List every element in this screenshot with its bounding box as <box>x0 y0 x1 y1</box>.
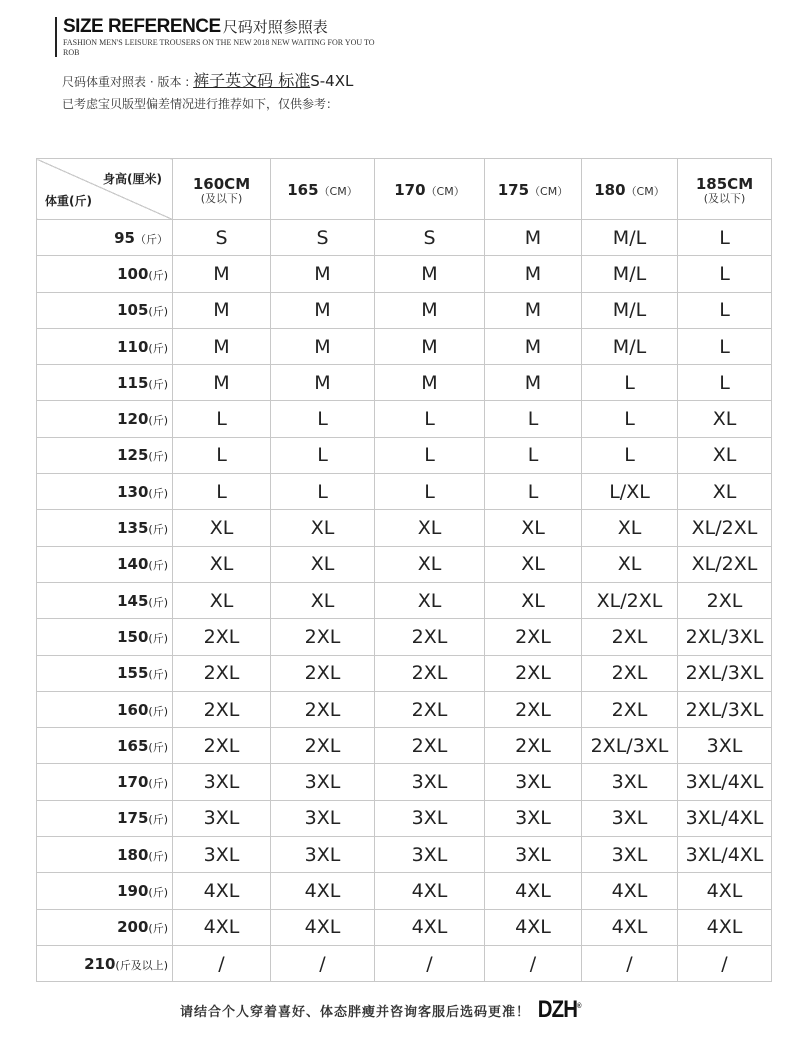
recommend-note: 已考虑宝贝版型偏差情况进行推荐如下，仅供参考： <box>62 97 339 111</box>
weight-unit: (斤) <box>148 777 168 791</box>
size-cell: 4XL <box>375 909 485 945</box>
weight-cell <box>37 510 173 546</box>
size-cell: 4XL <box>375 873 485 909</box>
size-cell: 3XL <box>173 837 271 873</box>
size-cell: M <box>173 365 271 401</box>
size-cell: 2XL <box>678 582 772 618</box>
weight-value: 120 <box>117 410 149 429</box>
column-height: 185CM <box>695 174 754 193</box>
size-cell: XL <box>375 510 485 546</box>
table-row <box>37 800 772 836</box>
weight-unit: (斤) <box>148 631 168 645</box>
size-cell: M/L <box>582 292 678 328</box>
size-cell: 3XL <box>271 764 375 800</box>
weight-unit: (斤) <box>148 595 168 609</box>
size-cell: 2XL <box>271 655 375 691</box>
weight-cell <box>37 619 173 655</box>
size-cell: M <box>173 292 271 328</box>
weight-unit: (斤) <box>148 377 168 391</box>
table-row <box>37 437 772 473</box>
size-cell: S <box>173 220 271 256</box>
column-unit: （CM） <box>318 184 358 198</box>
size-cell: 2XL <box>173 619 271 655</box>
table-row <box>37 328 772 364</box>
table-row <box>37 256 772 292</box>
table-row <box>37 655 772 691</box>
weight-value: 100 <box>117 264 149 283</box>
size-cell: 3XL <box>582 764 678 800</box>
size-cell: XL <box>173 546 271 582</box>
table-row <box>37 401 772 437</box>
size-cell: L <box>678 292 772 328</box>
title-chinese: 尺码对照参照表 <box>222 18 328 36</box>
size-cell: XL <box>375 546 485 582</box>
column-unit: （CM） <box>425 184 465 198</box>
size-cell: M <box>485 292 582 328</box>
table-row <box>37 510 772 546</box>
weight-cell <box>37 655 173 691</box>
size-cell: XL <box>271 546 375 582</box>
size-cell: 3XL/4XL <box>678 837 772 873</box>
size-cell: L <box>271 437 375 473</box>
title-accent-bar <box>55 17 57 57</box>
size-cell: 2XL <box>271 728 375 764</box>
size-cell: 4XL <box>173 873 271 909</box>
table-body <box>37 220 772 982</box>
size-cell: 2XL <box>485 691 582 727</box>
size-cell: M <box>173 328 271 364</box>
table-row <box>37 292 772 328</box>
size-cell: M <box>485 365 582 401</box>
weight-cell <box>37 873 173 909</box>
weight-value: 140 <box>117 555 149 574</box>
size-cell: M <box>485 256 582 292</box>
table-row <box>37 909 772 945</box>
size-cell: / <box>375 945 485 981</box>
size-cell: M <box>271 328 375 364</box>
weight-value: 150 <box>117 627 149 646</box>
weight-value: 155 <box>117 664 149 683</box>
weight-value: 95 <box>114 228 135 247</box>
size-cell: XL <box>271 582 375 618</box>
size-cell: 3XL <box>485 800 582 836</box>
title-english: SIZE REFERENCE <box>63 16 221 37</box>
table-row <box>37 728 772 764</box>
size-cell: XL <box>582 510 678 546</box>
size-cell: L <box>271 401 375 437</box>
weight-value: 190 <box>117 881 149 900</box>
weight-unit: (斤) <box>148 704 168 718</box>
size-cell: M <box>485 328 582 364</box>
weight-unit: (斤) <box>148 559 168 573</box>
size-cell: M <box>271 292 375 328</box>
weight-unit: (斤) <box>148 813 168 827</box>
size-cell: 2XL <box>375 655 485 691</box>
page-title <box>63 16 328 38</box>
size-cell: 2XL <box>173 655 271 691</box>
size-cell: 2XL/3XL <box>582 728 678 764</box>
weight-value: 145 <box>117 591 149 610</box>
size-cell: 4XL <box>678 909 772 945</box>
size-cell: L <box>375 437 485 473</box>
column-height: 170 <box>394 180 426 199</box>
size-cell: 2XL <box>485 655 582 691</box>
column-header <box>582 159 678 220</box>
size-cell: / <box>485 945 582 981</box>
size-cell: 3XL <box>375 837 485 873</box>
size-cell: XL <box>173 582 271 618</box>
weight-cell <box>37 220 173 256</box>
size-cell: 3XL <box>485 837 582 873</box>
size-cell: L <box>678 220 772 256</box>
size-cell: L <box>375 401 485 437</box>
weight-cell <box>37 546 173 582</box>
size-cell: M/L <box>582 328 678 364</box>
size-cell: 4XL <box>582 909 678 945</box>
weight-cell <box>37 582 173 618</box>
table-row <box>37 873 772 909</box>
size-cell: 3XL <box>375 764 485 800</box>
size-cell: 3XL <box>173 764 271 800</box>
size-cell: 4XL <box>173 909 271 945</box>
weight-cell <box>37 764 173 800</box>
weight-value: 200 <box>117 918 149 937</box>
size-cell: 3XL/4XL <box>678 800 772 836</box>
brand-logo <box>538 996 581 1024</box>
size-cell: M/L <box>582 220 678 256</box>
weight-unit: （斤） <box>135 232 168 246</box>
weight-unit: (斤) <box>148 849 168 863</box>
size-cell: M <box>485 220 582 256</box>
size-cell: / <box>582 945 678 981</box>
brand-name: DZH <box>537 996 578 1023</box>
size-cell: XL/2XL <box>582 582 678 618</box>
size-cell: L <box>582 437 678 473</box>
size-cell: M <box>375 292 485 328</box>
column-note: (及以下) <box>200 191 243 205</box>
size-cell: / <box>173 945 271 981</box>
size-cell: 4XL <box>271 873 375 909</box>
size-cell: L <box>678 256 772 292</box>
table-row <box>37 691 772 727</box>
table-row <box>37 945 772 981</box>
table-row <box>37 619 772 655</box>
size-cell: L <box>582 401 678 437</box>
weight-unit: (斤) <box>148 668 168 682</box>
size-cell: 3XL <box>271 837 375 873</box>
weight-cell <box>37 945 173 981</box>
table-row <box>37 764 772 800</box>
weight-unit: (斤) <box>148 523 168 537</box>
weight-cell <box>37 691 173 727</box>
size-cell: L <box>173 474 271 510</box>
weight-value: 170 <box>117 773 149 792</box>
size-cell: XL/2XL <box>678 510 772 546</box>
size-cell: 2XL <box>173 691 271 727</box>
table-row <box>37 474 772 510</box>
weight-value: 105 <box>117 301 149 320</box>
version-label: 裤子英文码 标准 <box>193 71 311 90</box>
column-height: 180 <box>594 180 626 199</box>
size-cell: S <box>271 220 375 256</box>
table-row <box>37 582 772 618</box>
weight-unit: (斤) <box>148 305 168 319</box>
size-cell: M <box>375 328 485 364</box>
weight-unit: (斤) <box>148 341 168 355</box>
size-table <box>36 158 772 982</box>
size-cell: 4XL <box>582 873 678 909</box>
size-cell: XL <box>678 437 772 473</box>
weight-value: 110 <box>117 337 149 356</box>
size-cell: L <box>678 328 772 364</box>
brand-mark: ® <box>577 1003 581 1010</box>
column-header <box>678 159 772 220</box>
size-cell: L <box>375 474 485 510</box>
size-cell: 2XL <box>485 619 582 655</box>
footer <box>180 996 585 1024</box>
weight-unit: (斤) <box>148 268 168 282</box>
size-cell: 2XL <box>375 691 485 727</box>
weight-unit: (斤) <box>148 486 168 500</box>
height-axis-label: 身高(厘米) <box>103 172 162 186</box>
size-cell: 3XL/4XL <box>678 764 772 800</box>
weight-cell <box>37 401 173 437</box>
weight-cell <box>37 909 173 945</box>
size-cell: 2XL <box>582 691 678 727</box>
weight-cell <box>37 474 173 510</box>
size-cell: 3XL <box>582 800 678 836</box>
size-cell: XL <box>375 582 485 618</box>
size-cell: M <box>375 365 485 401</box>
table-row <box>37 365 772 401</box>
weight-value: 160 <box>117 700 149 719</box>
size-cell: 2XL <box>271 619 375 655</box>
size-cell: 2XL/3XL <box>678 655 772 691</box>
size-cell: L <box>678 365 772 401</box>
corner-header <box>37 159 173 220</box>
footer-text: 请结合个人穿着喜好、体态胖瘦并咨询客服后选码更准！ <box>180 1004 531 1020</box>
size-cell: 2XL <box>375 728 485 764</box>
column-header <box>173 159 271 220</box>
size-cell: L/XL <box>582 474 678 510</box>
table-row <box>37 837 772 873</box>
size-cell: 4XL <box>485 873 582 909</box>
size-cell: M <box>271 365 375 401</box>
size-cell: 4XL <box>271 909 375 945</box>
size-cell: 2XL <box>485 728 582 764</box>
size-cell: XL/2XL <box>678 546 772 582</box>
size-cell: XL <box>678 474 772 510</box>
size-cell: 3XL <box>173 800 271 836</box>
weight-cell <box>37 365 173 401</box>
weight-cell <box>37 256 173 292</box>
size-cell: S <box>375 220 485 256</box>
size-cell: 2XL <box>582 655 678 691</box>
size-cell: L <box>173 437 271 473</box>
size-cell: 4XL <box>485 909 582 945</box>
table-header-row <box>37 159 772 220</box>
size-cell: XL <box>485 510 582 546</box>
column-header <box>375 159 485 220</box>
size-cell: XL <box>582 546 678 582</box>
size-cell: XL <box>485 582 582 618</box>
size-cell: L <box>271 474 375 510</box>
column-height: 160CM <box>192 174 251 193</box>
size-cell: M <box>375 256 485 292</box>
version-prefix: 尺码体重对照表 · 版本 : <box>62 75 190 89</box>
subtitle: FASHION MEN'S LEISURE TROUSERS ON THE NEW 2018 NEW WAITING FOR YOU TO ROB <box>63 38 375 57</box>
column-height: 165 <box>287 180 319 199</box>
size-cell: 3XL <box>271 800 375 836</box>
weight-unit: (斤) <box>148 885 168 899</box>
size-cell: XL <box>485 546 582 582</box>
table-row <box>37 220 772 256</box>
column-header <box>485 159 582 220</box>
column-height: 175 <box>497 180 530 199</box>
weight-value: 165 <box>117 736 149 755</box>
size-cell: 3XL <box>678 728 772 764</box>
size-cell: 3XL <box>375 800 485 836</box>
weight-unit: (斤) <box>148 922 168 936</box>
size-range: S-4XL <box>310 72 354 90</box>
weight-unit: (斤及以上) <box>115 958 168 972</box>
size-cell: M <box>173 256 271 292</box>
size-cell: L <box>173 401 271 437</box>
size-cell: XL <box>678 401 772 437</box>
weight-cell <box>37 728 173 764</box>
weight-value: 210 <box>84 954 116 973</box>
weight-value: 135 <box>117 519 149 538</box>
size-cell: 2XL/3XL <box>678 691 772 727</box>
weight-unit: (斤) <box>148 450 168 464</box>
weight-unit: (斤) <box>148 414 168 428</box>
weight-cell <box>37 837 173 873</box>
weight-axis-label: 体重(斤) <box>45 194 92 208</box>
size-cell: L <box>582 365 678 401</box>
weight-value: 180 <box>117 845 149 864</box>
size-cell: 3XL <box>485 764 582 800</box>
size-cell: 3XL <box>582 837 678 873</box>
weight-cell <box>37 437 173 473</box>
size-cell: 4XL <box>678 873 772 909</box>
size-cell: XL <box>173 510 271 546</box>
version-line <box>62 68 353 91</box>
table-row <box>37 546 772 582</box>
size-cell: 2XL/3XL <box>678 619 772 655</box>
size-cell: L <box>485 437 582 473</box>
size-cell: XL <box>271 510 375 546</box>
size-cell: 2XL <box>173 728 271 764</box>
size-cell: M <box>271 256 375 292</box>
size-cell: M/L <box>582 256 678 292</box>
column-header <box>271 159 375 220</box>
size-cell: 2XL <box>271 691 375 727</box>
weight-value: 115 <box>117 373 149 392</box>
column-unit: （CM） <box>529 184 569 198</box>
size-cell: 2XL <box>375 619 485 655</box>
size-cell: / <box>271 945 375 981</box>
column-note: (及以下) <box>703 191 746 205</box>
weight-value: 175 <box>117 809 149 828</box>
weight-unit: (斤) <box>148 740 168 754</box>
size-cell: L <box>485 474 582 510</box>
column-unit: （CM） <box>625 184 665 198</box>
size-cell: 2XL <box>582 619 678 655</box>
weight-cell <box>37 292 173 328</box>
size-cell: L <box>485 401 582 437</box>
weight-cell <box>37 328 173 364</box>
weight-value: 130 <box>117 482 149 501</box>
size-cell: / <box>678 945 772 981</box>
weight-cell <box>37 800 173 836</box>
weight-value: 125 <box>117 446 149 465</box>
